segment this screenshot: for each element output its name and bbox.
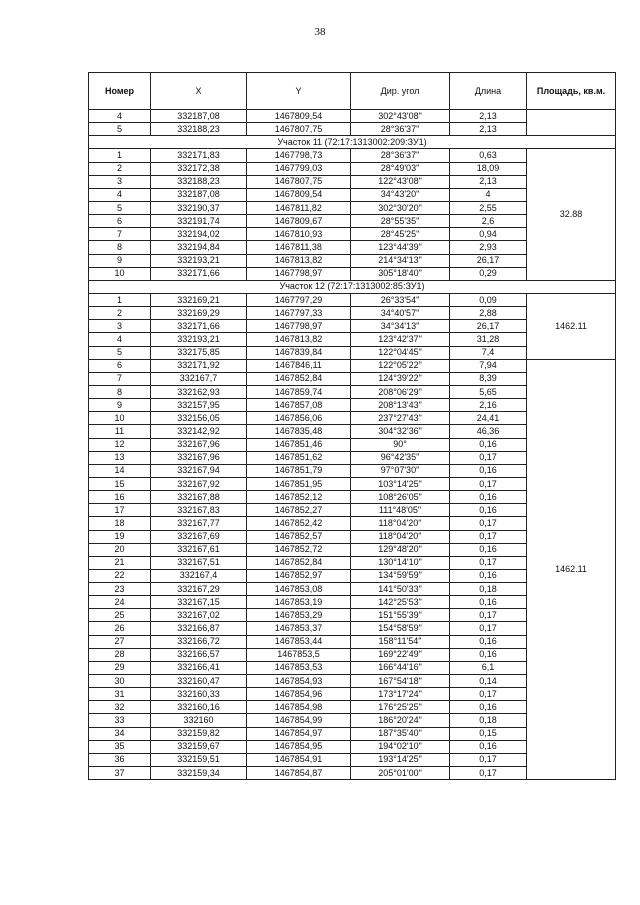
x-coordinate: 332175,85 bbox=[151, 346, 247, 359]
section-title-row bbox=[89, 280, 616, 293]
table-row bbox=[89, 110, 616, 123]
length: 0,17 bbox=[450, 530, 527, 543]
point-number: 21 bbox=[89, 556, 151, 569]
y-coordinate: 1467813,82 bbox=[247, 333, 351, 346]
direction-angle: 111°48'05" bbox=[351, 504, 450, 517]
x-coordinate: 332157,95 bbox=[151, 399, 247, 412]
direction-angle: 108°26'05" bbox=[351, 491, 450, 504]
x-coordinate: 332167,96 bbox=[151, 438, 247, 451]
section-title: Участок 11 (72:17:1313002:209:ЗУ1) bbox=[89, 136, 616, 149]
y-coordinate: 1467853,08 bbox=[247, 583, 351, 596]
length: 0,15 bbox=[450, 727, 527, 740]
x-coordinate: 332166,57 bbox=[151, 648, 247, 661]
direction-angle: 302°30'20" bbox=[351, 201, 450, 214]
length: 0,16 bbox=[450, 504, 527, 517]
direction-angle: 123°44'39" bbox=[351, 241, 450, 254]
x-coordinate: 332171,83 bbox=[151, 149, 247, 162]
y-coordinate: 1467854,97 bbox=[247, 727, 351, 740]
x-coordinate: 332167,51 bbox=[151, 556, 247, 569]
length: 0,29 bbox=[450, 267, 527, 280]
x-coordinate: 332193,21 bbox=[151, 333, 247, 346]
x-coordinate: 332167,02 bbox=[151, 609, 247, 622]
section-title: Участок 12 (72:17:1313002:85:ЗУ1) bbox=[89, 280, 616, 293]
length: 0,17 bbox=[450, 477, 527, 490]
length: 0,16 bbox=[450, 569, 527, 582]
direction-angle: 28°45'25" bbox=[351, 228, 450, 241]
y-coordinate: 1467835,48 bbox=[247, 425, 351, 438]
y-coordinate: 1467854,96 bbox=[247, 688, 351, 701]
direction-angle: 186°20'24" bbox=[351, 714, 450, 727]
y-coordinate: 1467798,97 bbox=[247, 267, 351, 280]
table-row bbox=[89, 149, 616, 162]
point-number: 1 bbox=[89, 293, 151, 306]
direction-angle: 214°34'13" bbox=[351, 254, 450, 267]
direction-angle: 122°04'45" bbox=[351, 346, 450, 359]
y-coordinate: 1467809,67 bbox=[247, 215, 351, 228]
point-number: 27 bbox=[89, 635, 151, 648]
area-value: 1462.11 bbox=[527, 359, 616, 780]
y-coordinate: 1467813,82 bbox=[247, 254, 351, 267]
y-coordinate: 1467839,84 bbox=[247, 346, 351, 359]
direction-angle: 103°14'25" bbox=[351, 477, 450, 490]
y-coordinate: 1467857,08 bbox=[247, 399, 351, 412]
x-coordinate: 332171,66 bbox=[151, 267, 247, 280]
x-coordinate: 332167,7 bbox=[151, 372, 247, 385]
y-coordinate: 1467807,75 bbox=[247, 123, 351, 136]
point-number: 13 bbox=[89, 451, 151, 464]
y-coordinate: 1467859,74 bbox=[247, 385, 351, 398]
y-coordinate: 1467799,03 bbox=[247, 162, 351, 175]
point-number: 17 bbox=[89, 504, 151, 517]
x-coordinate: 332142,92 bbox=[151, 425, 247, 438]
x-coordinate: 332166,41 bbox=[151, 661, 247, 674]
point-number: 37 bbox=[89, 767, 151, 780]
length: 2,13 bbox=[450, 175, 527, 188]
length: 2,93 bbox=[450, 241, 527, 254]
x-coordinate: 332194,02 bbox=[151, 228, 247, 241]
x-coordinate: 332166,87 bbox=[151, 622, 247, 635]
direction-angle: 205°01'00" bbox=[351, 767, 450, 780]
length: 0,94 bbox=[450, 228, 527, 241]
x-coordinate: 332167,96 bbox=[151, 451, 247, 464]
y-coordinate: 1467852,57 bbox=[247, 530, 351, 543]
length: 0,17 bbox=[450, 767, 527, 780]
length: 26,17 bbox=[450, 254, 527, 267]
point-number: 3 bbox=[89, 320, 151, 333]
x-coordinate: 332167,69 bbox=[151, 530, 247, 543]
x-coordinate: 332167,15 bbox=[151, 596, 247, 609]
table-body bbox=[89, 110, 616, 780]
y-coordinate: 1467811,38 bbox=[247, 241, 351, 254]
coordinates-table bbox=[88, 72, 616, 780]
y-coordinate: 1467846,11 bbox=[247, 359, 351, 372]
y-coordinate: 1467807,75 bbox=[247, 175, 351, 188]
y-coordinate: 1467852,42 bbox=[247, 517, 351, 530]
x-coordinate: 332167,88 bbox=[151, 491, 247, 504]
direction-angle: 118°04'20" bbox=[351, 530, 450, 543]
x-coordinate: 332167,94 bbox=[151, 464, 247, 477]
point-number: 15 bbox=[89, 477, 151, 490]
length: 0,16 bbox=[450, 648, 527, 661]
direction-angle: 28°36'37" bbox=[351, 149, 450, 162]
direction-angle: 304°32'36" bbox=[351, 425, 450, 438]
y-coordinate: 1467853,44 bbox=[247, 635, 351, 648]
direction-angle: 141°50'33" bbox=[351, 583, 450, 596]
point-number: 9 bbox=[89, 399, 151, 412]
length: 0,16 bbox=[450, 596, 527, 609]
point-number: 12 bbox=[89, 438, 151, 451]
direction-angle: 28°49'03" bbox=[351, 162, 450, 175]
length: 0,14 bbox=[450, 675, 527, 688]
length: 0,16 bbox=[450, 464, 527, 477]
point-number: 18 bbox=[89, 517, 151, 530]
length: 2,55 bbox=[450, 201, 527, 214]
direction-angle: 167°54'18" bbox=[351, 675, 450, 688]
x-coordinate: 332188,23 bbox=[151, 175, 247, 188]
direction-angle: 194°02'10" bbox=[351, 740, 450, 753]
point-number: 7 bbox=[89, 372, 151, 385]
length: 2,13 bbox=[450, 110, 527, 123]
direction-angle: 305°18'40" bbox=[351, 267, 450, 280]
direction-angle: 166°44'16" bbox=[351, 661, 450, 674]
point-number: 25 bbox=[89, 609, 151, 622]
length: 0,16 bbox=[450, 701, 527, 714]
y-coordinate: 1467851,62 bbox=[247, 451, 351, 464]
point-number: 34 bbox=[89, 727, 151, 740]
y-coordinate: 1467809,54 bbox=[247, 188, 351, 201]
table-row bbox=[89, 359, 616, 372]
y-coordinate: 1467852,97 bbox=[247, 569, 351, 582]
length: 0,17 bbox=[450, 622, 527, 635]
y-coordinate: 1467811,82 bbox=[247, 201, 351, 214]
point-number: 33 bbox=[89, 714, 151, 727]
length: 0,63 bbox=[450, 149, 527, 162]
direction-angle: 237°27'43" bbox=[351, 412, 450, 425]
header-length: Длина bbox=[450, 73, 527, 110]
length: 26,17 bbox=[450, 320, 527, 333]
direction-angle: 151°55'39" bbox=[351, 609, 450, 622]
direction-angle: 28°55'35" bbox=[351, 215, 450, 228]
direction-angle: 142°25'53" bbox=[351, 596, 450, 609]
x-coordinate: 332160 bbox=[151, 714, 247, 727]
x-coordinate: 332159,51 bbox=[151, 753, 247, 766]
y-coordinate: 1467856,06 bbox=[247, 412, 351, 425]
point-number: 14 bbox=[89, 464, 151, 477]
point-number: 4 bbox=[89, 333, 151, 346]
direction-angle: 97°07'30" bbox=[351, 464, 450, 477]
length: 0,17 bbox=[450, 609, 527, 622]
x-coordinate: 332169,21 bbox=[151, 293, 247, 306]
y-coordinate: 1467810,93 bbox=[247, 228, 351, 241]
x-coordinate: 332160,47 bbox=[151, 675, 247, 688]
direction-angle: 208°13'43" bbox=[351, 399, 450, 412]
x-coordinate: 332169,29 bbox=[151, 307, 247, 320]
point-number: 30 bbox=[89, 675, 151, 688]
header-number: Номер bbox=[89, 73, 151, 110]
x-coordinate: 332167,61 bbox=[151, 543, 247, 556]
length: 2,16 bbox=[450, 399, 527, 412]
direction-angle: 134°59'59" bbox=[351, 569, 450, 582]
length: 0,16 bbox=[450, 740, 527, 753]
x-coordinate: 332193,21 bbox=[151, 254, 247, 267]
x-coordinate: 332188,23 bbox=[151, 123, 247, 136]
point-number: 10 bbox=[89, 267, 151, 280]
y-coordinate: 1467854,98 bbox=[247, 701, 351, 714]
direction-angle: 90° bbox=[351, 438, 450, 451]
length: 0,16 bbox=[450, 491, 527, 504]
y-coordinate: 1467851,95 bbox=[247, 477, 351, 490]
y-coordinate: 1467851,79 bbox=[247, 464, 351, 477]
length: 2,6 bbox=[450, 215, 527, 228]
direction-angle: 193°14'25" bbox=[351, 753, 450, 766]
direction-angle: 129°48'20" bbox=[351, 543, 450, 556]
header-area: Площадь, кв.м. bbox=[527, 73, 616, 110]
x-coordinate: 332171,92 bbox=[151, 359, 247, 372]
direction-angle: 34°34'13" bbox=[351, 320, 450, 333]
y-coordinate: 1467798,73 bbox=[247, 149, 351, 162]
length: 7,4 bbox=[450, 346, 527, 359]
point-number: 8 bbox=[89, 385, 151, 398]
table-header bbox=[89, 73, 616, 110]
y-coordinate: 1467853,5 bbox=[247, 648, 351, 661]
point-number: 9 bbox=[89, 254, 151, 267]
y-coordinate: 1467852,84 bbox=[247, 556, 351, 569]
y-coordinate: 1467797,29 bbox=[247, 293, 351, 306]
direction-angle: 154°58'59" bbox=[351, 622, 450, 635]
point-number: 6 bbox=[89, 215, 151, 228]
header-y: Y bbox=[247, 73, 351, 110]
point-number: 29 bbox=[89, 661, 151, 674]
direction-angle: 130°14'10" bbox=[351, 556, 450, 569]
point-number: 2 bbox=[89, 307, 151, 320]
direction-angle: 124°39'22" bbox=[351, 372, 450, 385]
point-number: 35 bbox=[89, 740, 151, 753]
point-number: 20 bbox=[89, 543, 151, 556]
section-title-row bbox=[89, 136, 616, 149]
x-coordinate: 332190,37 bbox=[151, 201, 247, 214]
point-number: 2 bbox=[89, 162, 151, 175]
point-number: 1 bbox=[89, 149, 151, 162]
x-coordinate: 332160,33 bbox=[151, 688, 247, 701]
point-number: 6 bbox=[89, 359, 151, 372]
y-coordinate: 1467852,84 bbox=[247, 372, 351, 385]
length: 0,18 bbox=[450, 583, 527, 596]
y-coordinate: 1467854,95 bbox=[247, 740, 351, 753]
length: 4 bbox=[450, 188, 527, 201]
direction-angle: 122°05'22" bbox=[351, 359, 450, 372]
area-value: 32.88 bbox=[527, 149, 616, 280]
point-number: 4 bbox=[89, 188, 151, 201]
direction-angle: 158°11'54" bbox=[351, 635, 450, 648]
point-number: 5 bbox=[89, 123, 151, 136]
y-coordinate: 1467852,12 bbox=[247, 491, 351, 504]
y-coordinate: 1467797,33 bbox=[247, 307, 351, 320]
x-coordinate: 332187,08 bbox=[151, 188, 247, 201]
length: 0,17 bbox=[450, 753, 527, 766]
point-number: 28 bbox=[89, 648, 151, 661]
x-coordinate: 332167,77 bbox=[151, 517, 247, 530]
direction-angle: 208°06'29" bbox=[351, 385, 450, 398]
length: 0,18 bbox=[450, 714, 527, 727]
x-coordinate: 332156,05 bbox=[151, 412, 247, 425]
y-coordinate: 1467853,19 bbox=[247, 596, 351, 609]
length: 18,09 bbox=[450, 162, 527, 175]
length: 8,39 bbox=[450, 372, 527, 385]
point-number: 23 bbox=[89, 583, 151, 596]
page-number: 38 bbox=[314, 26, 326, 38]
direction-angle: 96°42'35" bbox=[351, 451, 450, 464]
direction-angle: 173°17'24" bbox=[351, 688, 450, 701]
point-number: 16 bbox=[89, 491, 151, 504]
direction-angle: 122°43'08" bbox=[351, 175, 450, 188]
length: 24,41 bbox=[450, 412, 527, 425]
direction-angle: 26°33'54" bbox=[351, 293, 450, 306]
x-coordinate: 332191,74 bbox=[151, 215, 247, 228]
point-number: 26 bbox=[89, 622, 151, 635]
direction-angle: 302°43'08" bbox=[351, 110, 450, 123]
point-number: 32 bbox=[89, 701, 151, 714]
x-coordinate: 332167,4 bbox=[151, 569, 247, 582]
direction-angle: 169°22'49" bbox=[351, 648, 450, 661]
length: 2,13 bbox=[450, 123, 527, 136]
point-number: 36 bbox=[89, 753, 151, 766]
y-coordinate: 1467852,27 bbox=[247, 504, 351, 517]
length: 0,17 bbox=[450, 517, 527, 530]
x-coordinate: 332160,16 bbox=[151, 701, 247, 714]
y-coordinate: 1467854,99 bbox=[247, 714, 351, 727]
y-coordinate: 1467854,91 bbox=[247, 753, 351, 766]
direction-angle: 34°43'20" bbox=[351, 188, 450, 201]
x-coordinate: 332159,82 bbox=[151, 727, 247, 740]
x-coordinate: 332167,92 bbox=[151, 477, 247, 490]
length: 46,36 bbox=[450, 425, 527, 438]
direction-angle: 176°25'25" bbox=[351, 701, 450, 714]
direction-angle: 34°40'57" bbox=[351, 307, 450, 320]
length: 5,65 bbox=[450, 385, 527, 398]
point-number: 31 bbox=[89, 688, 151, 701]
x-coordinate: 332167,29 bbox=[151, 583, 247, 596]
y-coordinate: 1467851,46 bbox=[247, 438, 351, 451]
length: 0,16 bbox=[450, 543, 527, 556]
y-coordinate: 1467853,29 bbox=[247, 609, 351, 622]
table-row bbox=[89, 293, 616, 306]
y-coordinate: 1467809,54 bbox=[247, 110, 351, 123]
point-number: 19 bbox=[89, 530, 151, 543]
direction-angle: 187°35'40" bbox=[351, 727, 450, 740]
x-coordinate: 332159,67 bbox=[151, 740, 247, 753]
x-coordinate: 332159,34 bbox=[151, 767, 247, 780]
point-number: 10 bbox=[89, 412, 151, 425]
x-coordinate: 332172,38 bbox=[151, 162, 247, 175]
length: 31,28 bbox=[450, 333, 527, 346]
length: 7,94 bbox=[450, 359, 527, 372]
point-number: 8 bbox=[89, 241, 151, 254]
point-number: 4 bbox=[89, 110, 151, 123]
y-coordinate: 1467853,37 bbox=[247, 622, 351, 635]
length: 0,09 bbox=[450, 293, 527, 306]
point-number: 7 bbox=[89, 228, 151, 241]
direction-angle: 118°04'20" bbox=[351, 517, 450, 530]
point-number: 5 bbox=[89, 346, 151, 359]
x-coordinate: 332162,93 bbox=[151, 385, 247, 398]
length: 0,17 bbox=[450, 688, 527, 701]
x-coordinate: 332187,08 bbox=[151, 110, 247, 123]
x-coordinate: 332166,72 bbox=[151, 635, 247, 648]
direction-angle: 123°42'37" bbox=[351, 333, 450, 346]
point-number: 5 bbox=[89, 201, 151, 214]
length: 2,88 bbox=[450, 307, 527, 320]
x-coordinate: 332171,66 bbox=[151, 320, 247, 333]
y-coordinate: 1467854,93 bbox=[247, 675, 351, 688]
area-value bbox=[527, 110, 616, 136]
point-number: 22 bbox=[89, 569, 151, 582]
x-coordinate: 332194,84 bbox=[151, 241, 247, 254]
y-coordinate: 1467798,97 bbox=[247, 320, 351, 333]
length: 6,1 bbox=[450, 661, 527, 674]
y-coordinate: 1467854,87 bbox=[247, 767, 351, 780]
direction-angle: 28°36'37" bbox=[351, 123, 450, 136]
header-angle: Дир. угол bbox=[351, 73, 450, 110]
length: 0,17 bbox=[450, 451, 527, 464]
y-coordinate: 1467852,72 bbox=[247, 543, 351, 556]
length: 0,17 bbox=[450, 556, 527, 569]
area-value: 1462.11 bbox=[527, 293, 616, 359]
x-coordinate: 332167,83 bbox=[151, 504, 247, 517]
y-coordinate: 1467853,53 bbox=[247, 661, 351, 674]
length: 0,16 bbox=[450, 438, 527, 451]
point-number: 24 bbox=[89, 596, 151, 609]
point-number: 11 bbox=[89, 425, 151, 438]
length: 0,16 bbox=[450, 635, 527, 648]
point-number: 3 bbox=[89, 175, 151, 188]
header-x: X bbox=[151, 73, 247, 110]
